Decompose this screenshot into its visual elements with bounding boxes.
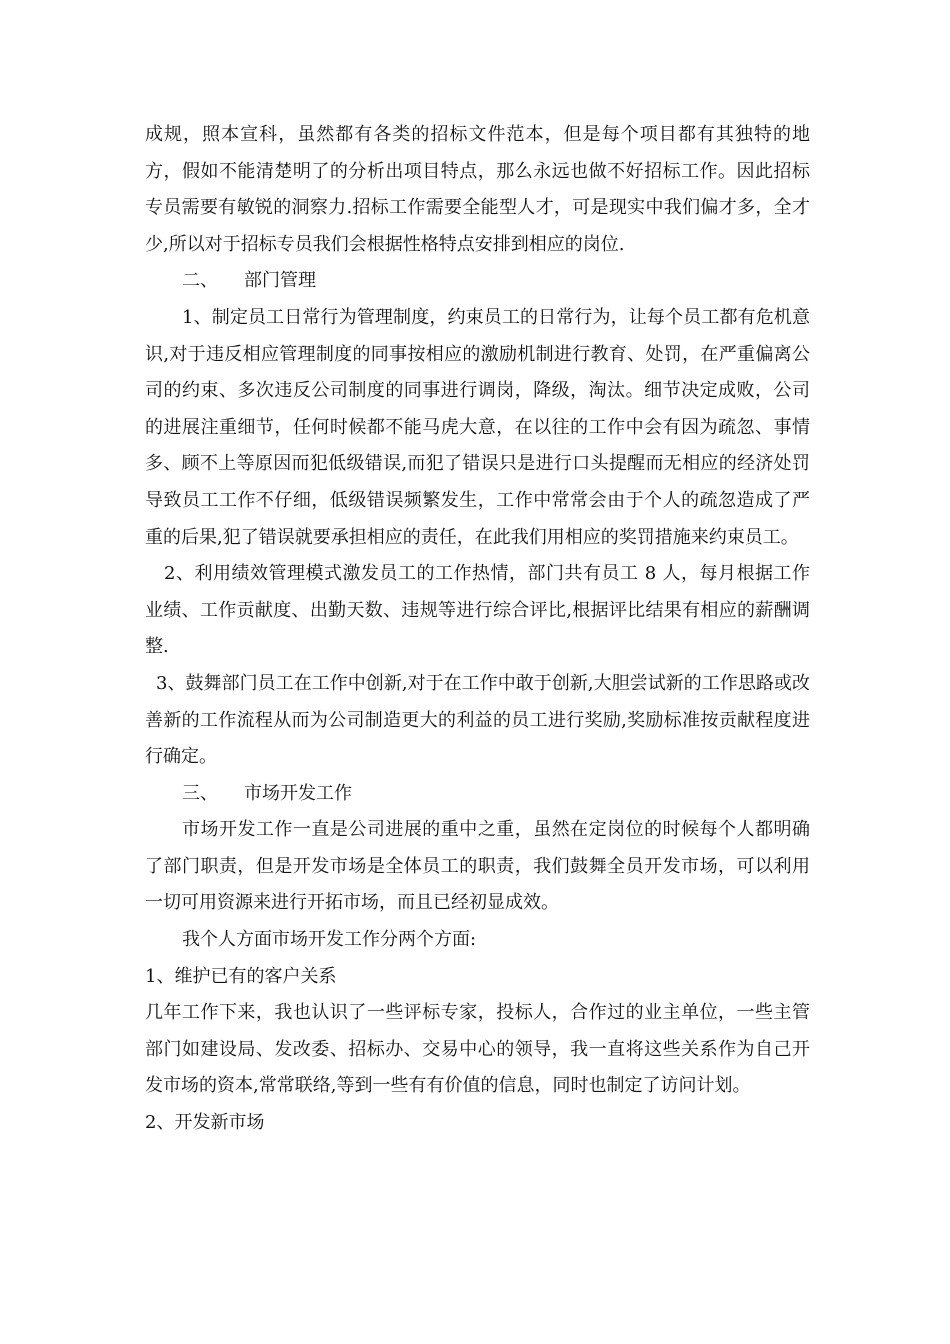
section-number: 二、 (182, 270, 218, 292)
clients-paragraph: 几年工作下来，我也认识了一些评标专家，投标人，合作过的业主单位，一些主管部门如建设局、发改委、招标办、交易中心的领导，我一直将这些关系作为自己开发市场的资本,常常联络,等到一些有有价值的信息，同时也制定了访问计划。 (145, 1002, 810, 1097)
list-item-rules: 1、制定员工日常行为管理制度，约束员工的日常行为，让每个员工都有危机意识,对于违反相应管理制度的同事按相应的激励机制进行教育、处罚，在严重偏离公司的约束、多次违反公司制度的同事进行调岗，降级，淘汰。细节决定成败，公司的进展注重细节，任何时候都不能马虎大意，在以往的工作中会有因为疏忽、事情多、顾不上等原因而犯低级错误,而犯了错误只是进行口头提醒而无相应的经济处罚导致员工工作不仔细，低级错误频繁发生，工作中常常会由于个人的疏忽造成了严重的后果,犯了错误就要承担相应的责任，在此我们用相应的奖罚措施来约束员工。 (145, 306, 810, 548)
list-item-performance: 2、利用绩效管理模式激发员工的工作热情，部门共有员工 8 人，每月根据工作业绩、工作贡献度、出勤天数、违规等进行综合评比,根据评比结果有相应的薪酬调整. (145, 563, 810, 658)
document-body (145, 117, 810, 1142)
section-title: 部门管理 (244, 270, 316, 292)
personal-paragraph: 我个人方面市场开发工作分两个方面: (182, 929, 477, 951)
market-paragraph: 市场开发工作一直是公司进展的重中之重，虽然在定岗位的时候每个人都明确了部门职责，但是开发市场是全体员工的职责，我们鼓舞全员开发市场，可以利用一切可用资源来进行开拓市场，而且已经初显成效。 (145, 819, 810, 914)
list-item-innovation: 3、鼓舞部门员工在工作中创新,对于在工作中敢于创新,大胆尝试新的工作思路或改善新的工作流程从而为公司制造更大的利益的员工进行奖励,奖励标准按贡献程度进行确定。 (145, 672, 810, 768)
section-number: 三、 (182, 782, 218, 804)
subheading-clients: 1、维护已有的客户关系 (145, 965, 337, 987)
section-title: 市场开发工作 (244, 782, 352, 804)
section-heading-department (145, 263, 810, 300)
subheading-new-market: 2、开发新市场 (145, 1112, 265, 1134)
intro-paragraph: 成规，照本宣科，虽然都有各类的招标文件范本，但是每个项目都有其独特的地方，假如不能清楚明了的分析出项目特点，那么永远也做不好招标工作。因此招标专员需要有敏锐的洞察力.招标工作需要全能型人才，可是现实中我们偏才多，全才少,所以对于招标专员我们会根据性格特点安排到相应的岗位. (145, 124, 810, 255)
section-heading-market (145, 776, 810, 813)
